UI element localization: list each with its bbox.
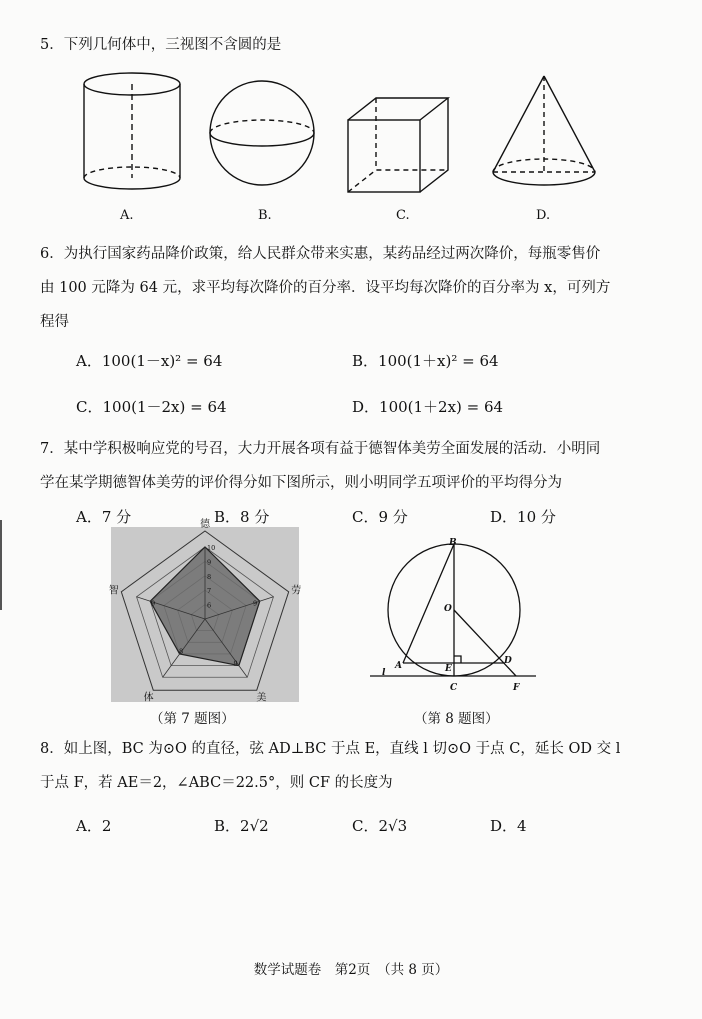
label-b: B	[449, 538, 457, 548]
q6-option-a: A．100(1－x)² = 64	[76, 352, 223, 370]
radar-svg	[108, 519, 302, 704]
question-5-solids	[70, 70, 630, 205]
radar-value-label: 9	[233, 659, 238, 668]
q6-option-d: D．100(1＋2x) = 64	[352, 398, 504, 416]
scan-edge-mark	[0, 520, 2, 610]
q8-option-c: C．2√3	[352, 817, 408, 835]
cube-figure	[348, 98, 448, 192]
radar-value-label: 9	[151, 599, 156, 608]
sphere-figure	[210, 81, 314, 185]
label-d: D	[504, 656, 512, 666]
question-6-stem: 6．为执行国家药品降价政策，给人民群众带来实惠，某药品经过两次降价，每瓶零售价 由 100 元降为 64 元，求平均每次降价的百分率．设平均每次降价的百分率为 x，可列方 程得	[40, 246, 611, 330]
radar-tick-label: 10	[207, 544, 216, 552]
q7-option-c: C．9 分	[352, 508, 408, 526]
q8-option-a: A．2	[76, 817, 112, 835]
q6-option-b: B．100(1＋x)² = 64	[352, 352, 499, 370]
radar-axis-label: 劳	[291, 585, 302, 597]
label-l: l	[382, 668, 386, 678]
figure-7-radar-chart	[108, 519, 302, 704]
label-o: O	[444, 604, 452, 614]
q5-option-a: A.	[120, 208, 134, 223]
segment-of	[454, 610, 516, 676]
figure-8-caption: （第 8 题图）	[414, 711, 499, 727]
q8-option-d: D．4	[490, 817, 527, 835]
radar-tick-label: 7	[207, 587, 212, 596]
radar-axis-label: 智	[108, 585, 119, 597]
q5-option-b: B.	[258, 208, 272, 223]
q7-option-a: A．7 分	[76, 508, 132, 526]
label-a: A	[395, 661, 402, 671]
q5-option-c: C.	[396, 208, 410, 223]
radar-tick-label: 6	[207, 601, 212, 610]
radar-value-label: 9	[252, 599, 258, 608]
label-c: C	[450, 683, 458, 693]
radar-tick-label: 9	[207, 558, 212, 567]
question-7-stem: 7．某中学积极响应党的号召，大力开展各项有益于德智体美劳全面发展的活动．小明同 学在某学期德智体美劳的评价得分如下图所示，则小明同学五项评价的平均得分为	[40, 441, 601, 491]
q7-option-b: B．8 分	[214, 508, 270, 526]
right-angle-mark	[454, 656, 461, 663]
label-f: F	[513, 683, 520, 693]
figure-8-circle-diagram	[370, 535, 550, 700]
cylinder-figure	[84, 73, 180, 189]
page-footer: 数学试题卷 第2页 （共 8 页）	[253, 962, 449, 978]
label-e: E	[445, 664, 452, 674]
q8-option-b: B．2√2	[214, 817, 269, 835]
question-5-stem: 5．下列几何体中，三视图不含圆的是	[40, 37, 282, 53]
q6-option-c: C．100(1－2x) = 64	[76, 398, 227, 416]
cone-figure	[493, 76, 595, 185]
question-8-stem: 8．如上图，BC 为⊙O 的直径，弦 AD⊥BC 于点 E，直线 l 切⊙O 于点 C，延长 OD 交 l 于点 F，若 AE＝2，∠ABC＝22.5°，则 CF 的长度为	[40, 741, 621, 791]
radar-axis-label: 美	[256, 692, 267, 704]
q5-option-d: D.	[536, 208, 551, 223]
q7-option-d: D．10 分	[490, 508, 556, 526]
radar-axis-label: 德	[200, 519, 210, 530]
figure-7-caption: （第 7 题图）	[150, 711, 235, 727]
radar-axis-label: 体	[143, 692, 154, 704]
radar-tick-label: 8	[207, 572, 212, 581]
radar-value-label: 8	[178, 647, 184, 656]
